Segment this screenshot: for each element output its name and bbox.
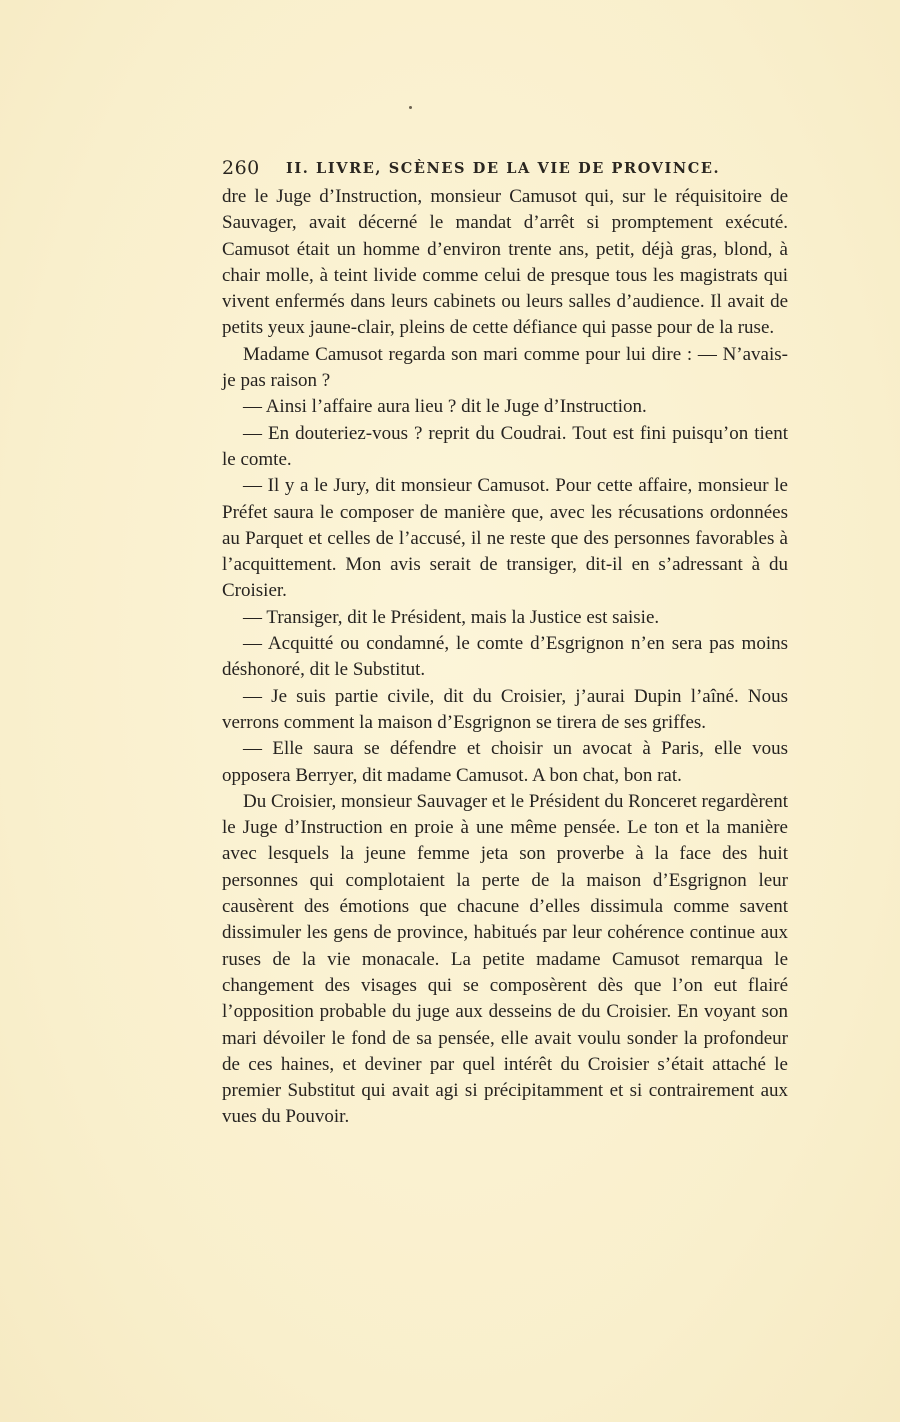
page-number: 260 (222, 157, 260, 179)
paragraph: — Acquitté ou condamné, le comte d’Esgrignon n’en sera pas moins déshonoré, dit le Substitut. (222, 633, 788, 681)
paragraph: Du Croisier, monsieur Sauvager et le Président du Ronceret regardèrent le Juge d’Instruction en proie à une même pensée. Le ton et la manière avec lesquels la jeune femme jeta son proverbe à la face des huit personnes qui complotaient la perte de la maison d’Esgrignon leur causèrent des émotions que chacune d’elles dissimula comme savent dissimuler les gens de province, habitués par leur cohérence continue aux ruses de la vie monacale. La petite madame Camusot remarqua le changement des visages qui se composèrent dès que l’on eut flairé l’opposition probable du juge aux desseins de du Croisier. En voyant son mari dévoiler le fond de sa pensée, elle avait voulu sonder la profondeur de ces haines, et deviner par quel intérêt du Croisier s’était attaché le premier Substitut qui avait agi si précipitamment et si contrairement aux vues du Pouvoir. (222, 790, 788, 1128)
running-head: II. LIVRE, SCÈNES DE LA VIE DE PROVINCE. (286, 160, 721, 177)
paragraph: — En douteriez-vous ? reprit du Coudrai. Tout est fini puisqu’on tient le comte. (222, 422, 788, 470)
paragraph: — Ainsi l’affaire aura lieu ? dit le Juge d’Instruction. (243, 396, 647, 418)
paragraph: — Je suis partie civile, dit du Croisier, j’aurai Dupin l’aîné. Nous verrons comment la maison d’Esgrignon se tirera de ses griffes. (222, 685, 788, 733)
paragraph: — Transiger, dit le Président, mais la Justice est saisie. (243, 606, 660, 628)
ink-speck (409, 106, 412, 109)
paragraph: Madame Camusot regarda son mari comme pour lui dire : — N’avais-je pas raison ? (222, 343, 788, 392)
paragraph: — Il y a le Jury, dit monsieur Camusot. Pour cette affaire, monsieur le Préfet saura le composer de manière que, avec les récusations ordonnées au Parquet et celles de l’accusé, il ne reste que des personnes favorables à l’acquittement. Mon avis serait de transiger, dit-il en s’adressant à du Croisier. (222, 475, 788, 602)
paragraph-continuation: dre le Juge d’Instruction, monsieur Camusot qui, sur le réquisitoire de Sauvager, avait décerné le mandat d’arrêt si promptement exécuté. Camusot était un homme d’environ trente ans, petit, déjà gras, blond, à chair molle, à teint livide comme celui de presque tous les magistrats qui vivent enfermés dans leurs cabinets ou leurs salles d’audience. Il avait de petits yeux jaune-clair, pleins de cette défiance qui passe pour de la ruse. (222, 186, 788, 339)
paragraph: — Elle saura se défendre et choisir un avocat à Paris, elle vous opposera Berryer, dit madame Camusot. A bon chat, bon rat. (222, 738, 788, 786)
body-text (222, 184, 788, 1131)
